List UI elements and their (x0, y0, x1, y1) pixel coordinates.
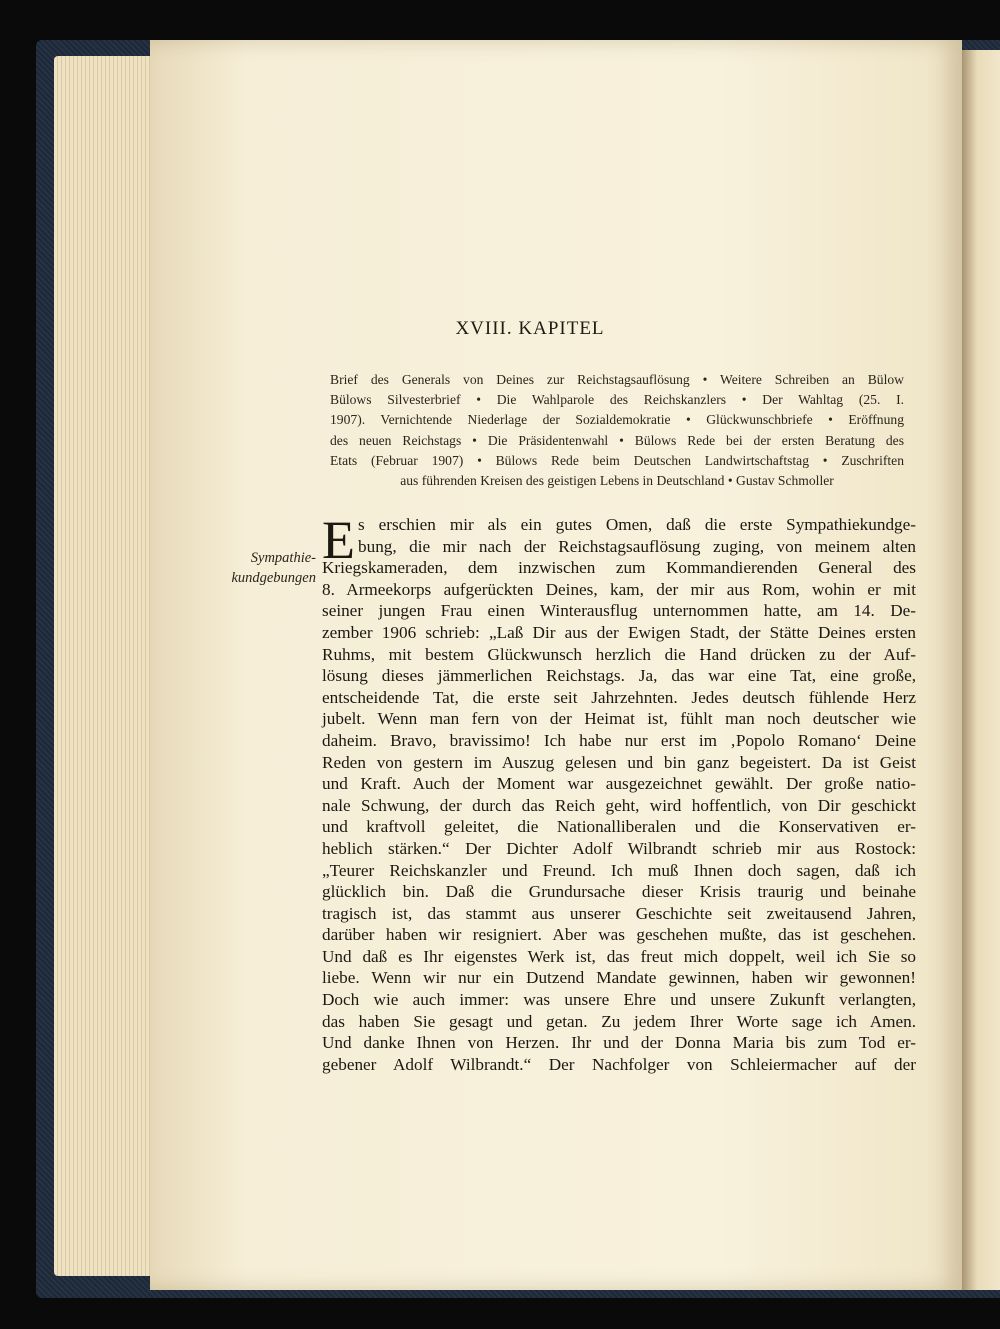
body-line: glücklich bin. Daß die Grundursache dieser Krisis traurig und beinahe (322, 882, 916, 902)
body-line: Kriegskameraden, dem inzwischen zum Kommandierenden General des (322, 558, 916, 578)
body-line: und kraftvoll geleitet, die Nationalliberalen und die Konservativen er- (322, 817, 916, 837)
body-line: liebe. Wenn wir nur ein Dutzend Mandate gewinnen, haben wir gewonnen! (322, 968, 916, 988)
body-line: „Teurer Reichskanzler und Freund. Ich muß Ihnen doch sagen, daß ich (322, 860, 916, 880)
body-line: und Kraft. Auch der Moment war ausgezeichnet gewählt. Der große natio- (322, 774, 916, 794)
summary-line: Etats (Februar 1907) • Bülows Rede beim Deutschen Landwirtschaftstag • Zuschriften (330, 452, 904, 468)
body-line: s erschien mir als ein gutes Omen, daß die erste Sympathiekundge- (358, 515, 916, 534)
body-line: das haben Sie gesagt und getan. Zu jedem Ihrer Worte sage ich Amen. (322, 1011, 916, 1031)
body-text (322, 510, 916, 1075)
body-line: nale Schwung, der durch das Reich geht, wird hoffentlich, von Dir geschickt (322, 795, 916, 815)
body-line: entscheidende Tat, die erste seit Jahrzehnten. Jedes deutsch fühlende Herz (322, 687, 916, 707)
body-line: tragisch ist, das stammt aus unserer Geschichte seit zweitausend Jahren, (322, 903, 916, 923)
body-line: seiner jungen Frau einen Winterausflug unternommen hatte, am 14. De- (322, 601, 916, 621)
chapter-summary (330, 370, 904, 491)
body-line: darüber haben wir resigniert. Aber was geschehen mußte, das ist geschehen. (322, 925, 916, 945)
summary-line: aus führenden Kreisen des geistigen Lebens in Deutschland • Gustav Schmoller (400, 473, 834, 489)
summary-line: Brief des Generals von Deines zur Reichstagsauflösung • Weitere Schreiben an Bülow (330, 372, 904, 387)
summary-line: 1907). Vernichtende Niederlage der Sozialdemokratie • Glückwunschbriefe • Eröffnung (330, 412, 904, 428)
body-line: Doch wie auch immer: was unsere Ehre und unsere Zukunft verlangten, (322, 990, 916, 1010)
summary-line: des neuen Reichstags • Die Präsidentenwahl • Bülows Rede bei der ersten Beratung des (330, 432, 904, 448)
body-line: Ruhms, mit bestem Glückwunsch herzlich die Hand drücken zu der Auf- (322, 644, 916, 664)
body-line: Und daß es Ihr eigenstes Werk ist, das freut mich doppelt, weil ich Sie so (322, 946, 916, 966)
body-line: daheim. Bravo, bravissimo! Ich habe nur erst im ‚Popolo Romano‘ Deine (322, 730, 916, 750)
body-line: Reden von gestern im Auszug gelesen und bin ganz begeistert. Da ist Geist (322, 752, 916, 772)
body-line: Und danke Ihnen von Herzen. Ihr und der Donna Maria bis zum Tod er- (322, 1033, 916, 1053)
body-line: bung, die mir nach der Reichstagsauflösung zuging, von meinem alten (358, 536, 916, 556)
chapter-title: XVIII. KAPITEL (455, 318, 605, 339)
body-line: zember 1906 schrieb: „Laß Dir aus der Ewigen Stadt, der Stätte Deines ersten (322, 622, 916, 642)
margin-note-line: Sympathie- (250, 550, 316, 566)
body-line: jubelt. Wenn man fern von der Heimat ist, fühlt man noch deutscher wie (322, 709, 916, 729)
body-line: 8. Armeekorps aufgerückten Deines, kam, der mir aus Rom, wohin er mit (322, 579, 916, 599)
body-line: gebener Adolf Wilbrandt.“ Der Nachfolger von Schleiermacher auf der (322, 1054, 916, 1074)
margin-note-line: kundgebungen (231, 570, 316, 586)
body-line: lösung dieses jämmerlichen Reichstags. Ja, das war eine Tat, eine große, (322, 666, 916, 686)
summary-line: Bülows Silvesterbrief • Die Wahlparole des Reichskanzlers • Der Wahltag (25. I. (330, 392, 904, 408)
drop-cap: E (322, 510, 355, 570)
body-line: heblich stärken.“ Der Dichter Adolf Wilbrandt schrieb mir aus Rostock: (322, 838, 916, 858)
margin-note (210, 548, 316, 588)
facing-page-edge (962, 50, 1000, 1290)
